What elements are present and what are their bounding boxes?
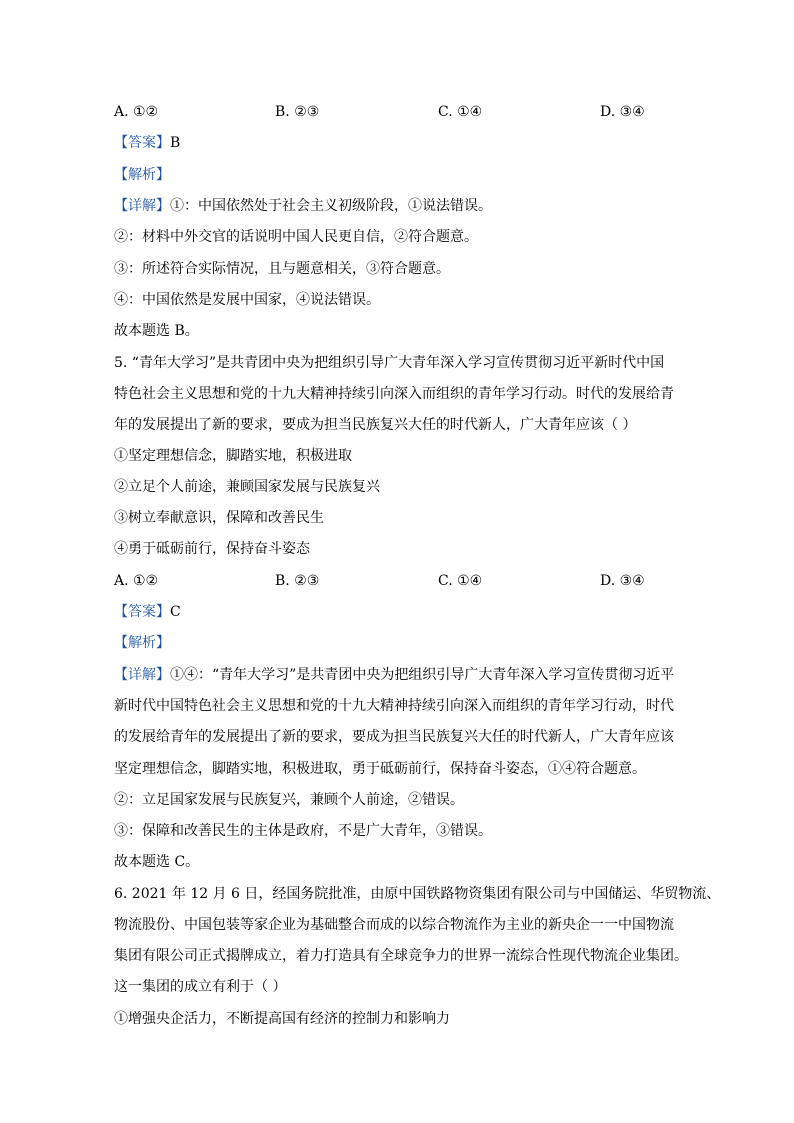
q4-answer [114,134,694,152]
answer-label: 【答案】 [114,135,170,151]
q5-detail-line [114,666,694,684]
q5-detail-line: 的发展给青年的发展提出了新的要求，要成为担当民族复兴大任的时代新人，广大青年应该 [114,729,674,745]
q5-stem-line: 年的发展提出了新的要求，要成为担当民族复兴大任的时代新人，广大青年应该（ ） [114,417,637,433]
q5-option-d: D. ③④ [600,573,645,589]
q5-detail-line: 新时代中国特色社会主义思想和党的十九大精神持续引向深入而组织的青年学习行动，时代 [114,698,674,714]
q4-detail-line: ②：材料中外交官的话说明中国人民更自信，②符合题意。 [114,229,478,245]
detail-text: ①④：“青年大学习”是共青团中央为把组织引导广大青年深入学习宣传贯彻习近平 [170,667,675,683]
q6-stem-line: 这一集团的成立有利于（ ） [114,979,287,995]
q6-stem-line: 物流股份、中国包装等家企业为基础整合而成的以综合物流作为主业的新央企一一中国物流 [114,917,674,933]
q6-item: ①增强央企活力，不断提高国有经济的控制力和影响力 [114,1011,450,1027]
q4-option-c: C. ①④ [438,104,483,120]
q5-conclusion: 故本题选 C。 [114,854,200,870]
q5-detail-line: 坚定理想信念，脚踏实地，积极进取，勇于砥砺前行，保持奋斗姿态，①④符合题意。 [114,761,646,777]
q5-option-c: C. ①④ [438,573,483,589]
q5-item: ③树立奉献意识，保障和改善民生 [114,510,324,526]
q5-stem-line: 5. “青年大学习”是共青团中央为把组织引导广大青年深入学习宣传贯彻习近平新时代中国 [114,355,665,371]
q4-option-b: B. ②③ [275,104,320,120]
q5-item: ②立足个人前途，兼顾国家发展与民族复兴 [114,479,380,495]
q5-stem-line: 特色社会主义思想和党的十九大精神持续引向深入而组织的青年学习行动。时代的发展给青 [114,386,674,402]
q4-detail-line: ④：中国依然是发展中国家，④说法错误。 [114,292,380,308]
q5-option-b: B. ②③ [275,573,320,589]
q4-conclusion: 故本题选 B。 [114,323,199,339]
detail-text: ①：中国依然处于社会主义初级阶段，①说法错误。 [170,198,492,214]
q5-analysis-label: 【解析】 [114,635,170,651]
q6-stem-line: 6. 2021 年 12 月 6 日，经国务院批准，由原中国铁路物资集团有限公司与中国储运、华贸物流、 [114,886,721,902]
q4-option-a: A. ①② [114,104,159,120]
q5-item: ①坚定理想信念，脚踏实地，积极进取 [114,448,352,464]
q5-option-a: A. ①② [114,573,159,589]
q5-detail-line: ②：立足国家发展与民族复兴，兼顾个人前途，②错误。 [114,792,464,808]
answer-value: B [170,135,181,151]
q4-detail-line: ③：所述符合实际情况，且与题意相关，③符合题意。 [114,261,450,277]
q5-item: ④勇于砥砺前行，保持奋斗姿态 [114,541,310,557]
q4-analysis-label: 【解析】 [114,167,170,183]
answer-label: 【答案】 [114,604,170,620]
q5-detail-line: ③：保障和改善民生的主体是政府，不是广大青年，③错误。 [114,823,492,839]
q4-option-d: D. ③④ [600,104,645,120]
q4-detail-line [114,197,694,215]
detail-label: 【详解】 [114,198,170,214]
answer-value: C [170,604,181,620]
q6-stem-line: 集团有限公司正式揭牌成立，着力打造具有全球竞争力的世界一流综合性现代物流企业集团。 [114,948,688,964]
detail-label: 【详解】 [114,667,170,683]
q5-answer [114,603,694,621]
